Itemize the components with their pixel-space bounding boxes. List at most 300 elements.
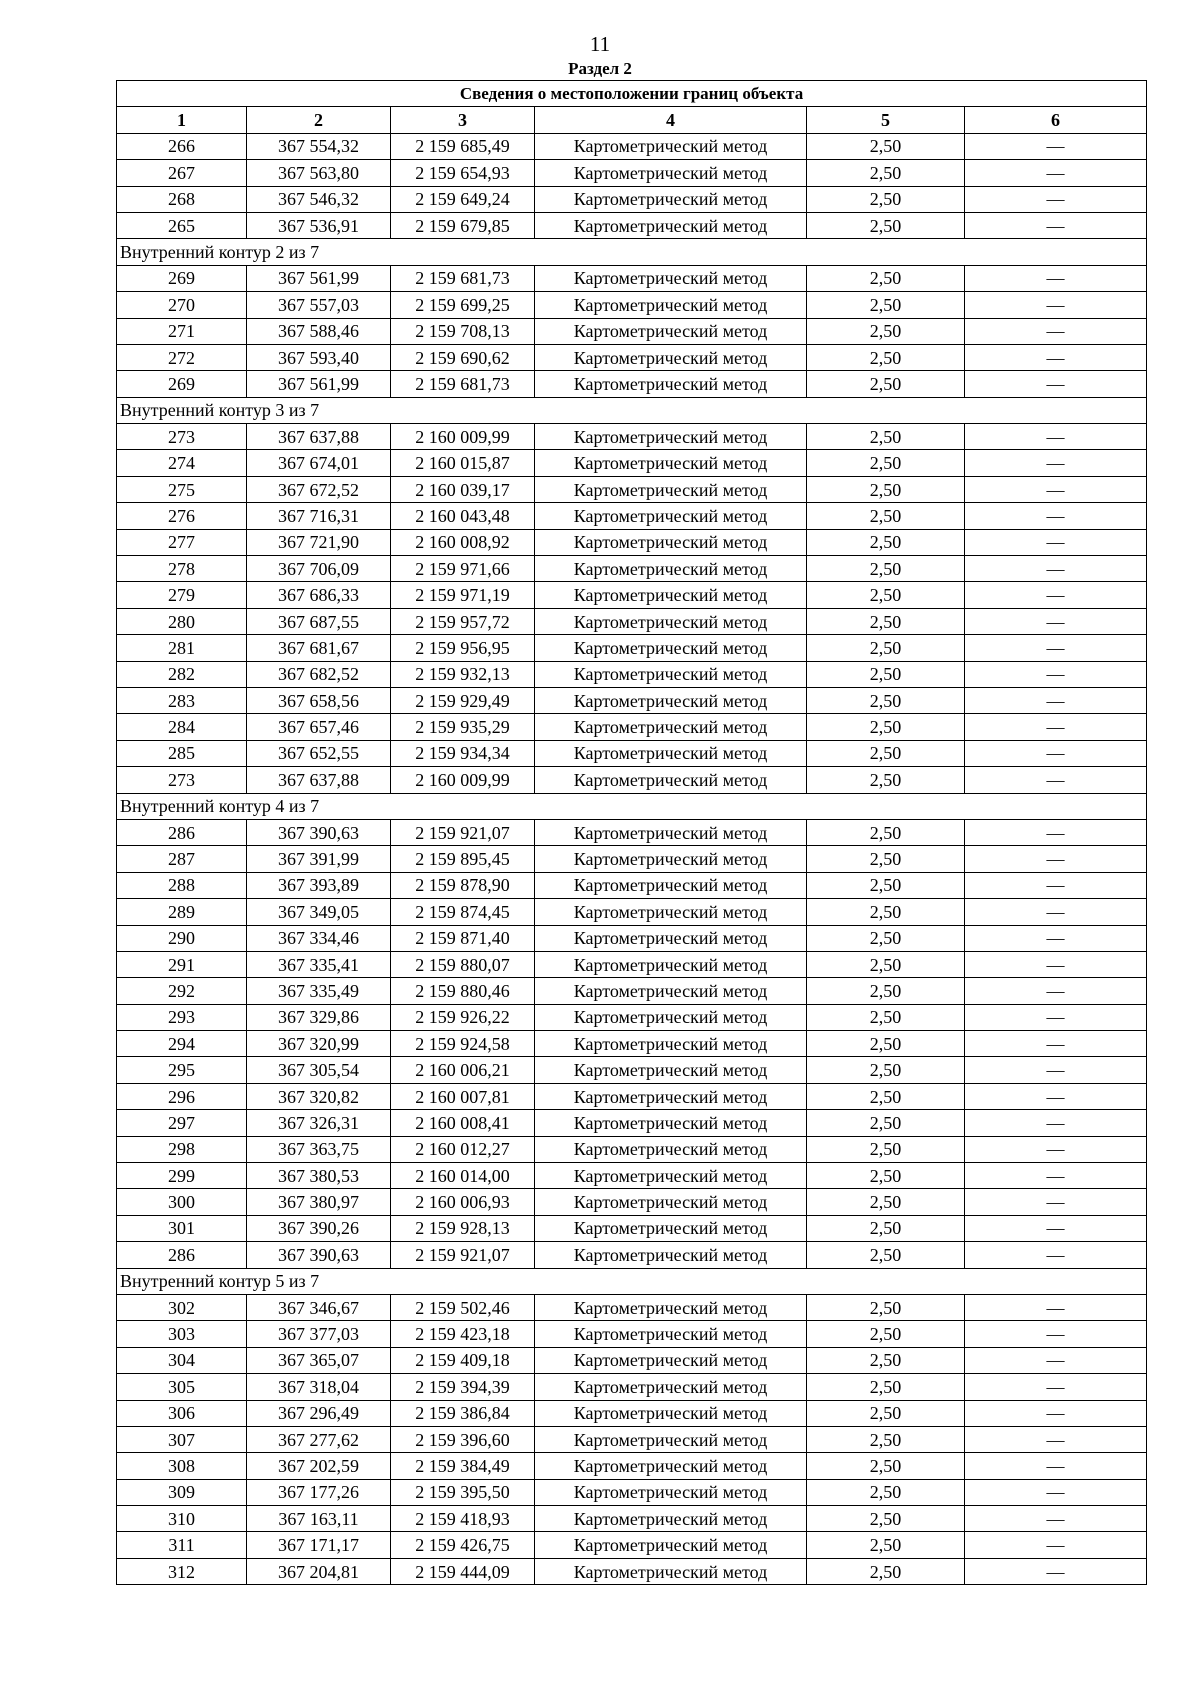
table-row <box>117 1242 1147 1268</box>
method-cell: Картометрический метод <box>535 476 807 502</box>
accuracy-cell: 2,50 <box>807 978 965 1004</box>
accuracy-cell: 2,50 <box>807 1004 965 1030</box>
accuracy-cell: 2,50 <box>807 1347 965 1373</box>
note-cell: — <box>965 1004 1147 1030</box>
point-number-cell: 297 <box>117 1110 247 1136</box>
y-coordinate-cell: 2 159 928,13 <box>391 1215 535 1241</box>
accuracy-cell: 2,50 <box>807 661 965 687</box>
x-coordinate-cell: 367 706,09 <box>247 556 391 582</box>
point-number-cell: 296 <box>117 1083 247 1109</box>
accuracy-cell: 2,50 <box>807 1136 965 1162</box>
table-row <box>117 1347 1147 1373</box>
x-coordinate-cell: 367 674,01 <box>247 450 391 476</box>
point-number-cell: 312 <box>117 1558 247 1584</box>
table-row <box>117 265 1147 291</box>
contour-label: Внутренний контур 2 из 7 <box>117 239 1147 265</box>
point-number-cell: 291 <box>117 951 247 977</box>
note-cell: — <box>965 529 1147 555</box>
x-coordinate-cell: 367 380,53 <box>247 1163 391 1189</box>
method-cell: Картометрический метод <box>535 767 807 793</box>
y-coordinate-cell: 2 159 921,07 <box>391 819 535 845</box>
method-cell: Картометрический метод <box>535 1110 807 1136</box>
note-cell: — <box>965 1294 1147 1320</box>
method-cell: Картометрический метод <box>535 186 807 212</box>
accuracy-cell: 2,50 <box>807 1215 965 1241</box>
point-number-cell: 274 <box>117 450 247 476</box>
x-coordinate-cell: 367 335,49 <box>247 978 391 1004</box>
table-row <box>117 476 1147 502</box>
method-cell: Картометрический метод <box>535 133 807 159</box>
x-coordinate-cell: 367 563,80 <box>247 160 391 186</box>
table-row <box>117 819 1147 845</box>
note-cell: — <box>965 318 1147 344</box>
point-number-cell: 303 <box>117 1321 247 1347</box>
method-cell: Картометрический метод <box>535 714 807 740</box>
table-row <box>117 1374 1147 1400</box>
method-cell: Картометрический метод <box>535 740 807 766</box>
accuracy-cell: 2,50 <box>807 1426 965 1452</box>
point-number-cell: 277 <box>117 529 247 555</box>
x-coordinate-cell: 367 658,56 <box>247 687 391 713</box>
x-coordinate-cell: 367 682,52 <box>247 661 391 687</box>
x-coordinate-cell: 367 657,46 <box>247 714 391 740</box>
table-row <box>117 1110 1147 1136</box>
table-row <box>117 1321 1147 1347</box>
accuracy-cell: 2,50 <box>807 318 965 344</box>
y-coordinate-cell: 2 159 679,85 <box>391 212 535 238</box>
point-number-cell: 271 <box>117 318 247 344</box>
x-coordinate-cell: 367 561,99 <box>247 265 391 291</box>
note-cell: — <box>965 1242 1147 1268</box>
point-number-cell: 307 <box>117 1426 247 1452</box>
x-coordinate-cell: 367 380,97 <box>247 1189 391 1215</box>
note-cell: — <box>965 476 1147 502</box>
x-coordinate-cell: 367 204,81 <box>247 1558 391 1584</box>
note-cell: — <box>965 687 1147 713</box>
x-coordinate-cell: 367 163,11 <box>247 1506 391 1532</box>
note-cell: — <box>965 1453 1147 1479</box>
table-row <box>117 899 1147 925</box>
table-row <box>117 582 1147 608</box>
method-cell: Картометрический метод <box>535 925 807 951</box>
note-cell: — <box>965 133 1147 159</box>
table-title: Сведения о местоположении границ объекта <box>117 81 1147 107</box>
method-cell: Картометрический метод <box>535 503 807 529</box>
method-cell: Картометрический метод <box>535 1347 807 1373</box>
point-number-cell: 295 <box>117 1057 247 1083</box>
table-row <box>117 371 1147 397</box>
table-head <box>117 81 1147 134</box>
table-row <box>117 450 1147 476</box>
point-number-cell: 279 <box>117 582 247 608</box>
method-cell: Картометрический метод <box>535 872 807 898</box>
x-coordinate-cell: 367 202,59 <box>247 1453 391 1479</box>
accuracy-cell: 2,50 <box>807 1532 965 1558</box>
y-coordinate-cell: 2 160 012,27 <box>391 1136 535 1162</box>
x-coordinate-cell: 367 390,63 <box>247 819 391 845</box>
y-coordinate-cell: 2 159 935,29 <box>391 714 535 740</box>
point-number-cell: 270 <box>117 292 247 318</box>
y-coordinate-cell: 2 160 015,87 <box>391 450 535 476</box>
y-coordinate-cell: 2 159 924,58 <box>391 1031 535 1057</box>
method-cell: Картометрический метод <box>535 1004 807 1030</box>
contour-row <box>117 1268 1147 1294</box>
point-number-cell: 301 <box>117 1215 247 1241</box>
method-cell: Картометрический метод <box>535 1558 807 1584</box>
note-cell: — <box>965 1558 1147 1584</box>
method-cell: Картометрический метод <box>535 582 807 608</box>
column-header: 6 <box>965 107 1147 133</box>
method-cell: Картометрический метод <box>535 1242 807 1268</box>
table-row <box>117 503 1147 529</box>
accuracy-cell: 2,50 <box>807 925 965 951</box>
note-cell: — <box>965 635 1147 661</box>
point-number-cell: 311 <box>117 1532 247 1558</box>
method-cell: Картометрический метод <box>535 846 807 872</box>
note-cell: — <box>965 978 1147 1004</box>
column-header: 4 <box>535 107 807 133</box>
method-cell: Картометрический метод <box>535 450 807 476</box>
x-coordinate-cell: 367 326,31 <box>247 1110 391 1136</box>
method-cell: Картометрический метод <box>535 1374 807 1400</box>
note-cell: — <box>965 1426 1147 1452</box>
accuracy-cell: 2,50 <box>807 212 965 238</box>
accuracy-cell: 2,50 <box>807 1110 965 1136</box>
x-coordinate-cell: 367 365,07 <box>247 1347 391 1373</box>
accuracy-cell: 2,50 <box>807 872 965 898</box>
contour-label: Внутренний контур 5 из 7 <box>117 1268 1147 1294</box>
note-cell: — <box>965 740 1147 766</box>
y-coordinate-cell: 2 159 384,49 <box>391 1453 535 1479</box>
x-coordinate-cell: 367 335,41 <box>247 951 391 977</box>
point-number-cell: 273 <box>117 424 247 450</box>
table-row <box>117 1215 1147 1241</box>
note-cell: — <box>965 1110 1147 1136</box>
y-coordinate-cell: 2 159 418,93 <box>391 1506 535 1532</box>
x-coordinate-cell: 367 686,33 <box>247 582 391 608</box>
y-coordinate-cell: 2 159 444,09 <box>391 1558 535 1584</box>
accuracy-cell: 2,50 <box>807 1374 965 1400</box>
y-coordinate-cell: 2 160 039,17 <box>391 476 535 502</box>
point-number-cell: 299 <box>117 1163 247 1189</box>
note-cell: — <box>965 1189 1147 1215</box>
x-coordinate-cell: 367 391,99 <box>247 846 391 872</box>
table-row <box>117 1453 1147 1479</box>
x-coordinate-cell: 367 561,99 <box>247 371 391 397</box>
point-number-cell: 306 <box>117 1400 247 1426</box>
contour-row <box>117 397 1147 423</box>
y-coordinate-cell: 2 160 007,81 <box>391 1083 535 1109</box>
table-row <box>117 714 1147 740</box>
contour-label: Внутренний контур 3 из 7 <box>117 397 1147 423</box>
table-row <box>117 1506 1147 1532</box>
accuracy-cell: 2,50 <box>807 1083 965 1109</box>
method-cell: Картометрический метод <box>535 424 807 450</box>
table-row <box>117 1031 1147 1057</box>
table-row <box>117 1294 1147 1320</box>
note-cell: — <box>965 872 1147 898</box>
method-cell: Картометрический метод <box>535 318 807 344</box>
accuracy-cell: 2,50 <box>807 424 965 450</box>
note-cell: — <box>965 1321 1147 1347</box>
note-cell: — <box>965 1136 1147 1162</box>
point-number-cell: 298 <box>117 1136 247 1162</box>
x-coordinate-cell: 367 346,67 <box>247 1294 391 1320</box>
table-row <box>117 1426 1147 1452</box>
method-cell: Картометрический метод <box>535 1031 807 1057</box>
method-cell: Картометрический метод <box>535 212 807 238</box>
column-header: 3 <box>391 107 535 133</box>
method-cell: Картометрический метод <box>535 1426 807 1452</box>
x-coordinate-cell: 367 296,49 <box>247 1400 391 1426</box>
x-coordinate-cell: 367 329,86 <box>247 1004 391 1030</box>
accuracy-cell: 2,50 <box>807 1031 965 1057</box>
method-cell: Картометрический метод <box>535 1136 807 1162</box>
accuracy-cell: 2,50 <box>807 371 965 397</box>
x-coordinate-cell: 367 377,03 <box>247 1321 391 1347</box>
table-row <box>117 608 1147 634</box>
note-cell: — <box>965 1400 1147 1426</box>
method-cell: Картометрический метод <box>535 1163 807 1189</box>
x-coordinate-cell: 367 637,88 <box>247 767 391 793</box>
accuracy-cell: 2,50 <box>807 450 965 476</box>
x-coordinate-cell: 367 334,46 <box>247 925 391 951</box>
point-number-cell: 269 <box>117 371 247 397</box>
point-number-cell: 275 <box>117 476 247 502</box>
accuracy-cell: 2,50 <box>807 608 965 634</box>
note-cell: — <box>965 212 1147 238</box>
table-row <box>117 1136 1147 1162</box>
x-coordinate-cell: 367 652,55 <box>247 740 391 766</box>
note-cell: — <box>965 1347 1147 1373</box>
note-cell: — <box>965 292 1147 318</box>
y-coordinate-cell: 2 159 871,40 <box>391 925 535 951</box>
note-cell: — <box>965 556 1147 582</box>
method-cell: Картометрический метод <box>535 371 807 397</box>
x-coordinate-cell: 367 320,99 <box>247 1031 391 1057</box>
accuracy-cell: 2,50 <box>807 1400 965 1426</box>
x-coordinate-cell: 367 363,75 <box>247 1136 391 1162</box>
point-number-cell: 286 <box>117 1242 247 1268</box>
y-coordinate-cell: 2 159 926,22 <box>391 1004 535 1030</box>
accuracy-cell: 2,50 <box>807 582 965 608</box>
x-coordinate-cell: 367 721,90 <box>247 529 391 555</box>
accuracy-cell: 2,50 <box>807 899 965 925</box>
point-number-cell: 282 <box>117 661 247 687</box>
method-cell: Картометрический метод <box>535 819 807 845</box>
note-cell: — <box>965 819 1147 845</box>
accuracy-cell: 2,50 <box>807 1479 965 1505</box>
section-title: Раздел 2 <box>568 59 632 78</box>
table-row <box>117 292 1147 318</box>
accuracy-cell: 2,50 <box>807 476 965 502</box>
y-coordinate-cell: 2 159 409,18 <box>391 1347 535 1373</box>
note-cell: — <box>965 951 1147 977</box>
x-coordinate-cell: 367 171,17 <box>247 1532 391 1558</box>
y-coordinate-cell: 2 159 929,49 <box>391 687 535 713</box>
point-number-cell: 273 <box>117 767 247 793</box>
table-row <box>117 424 1147 450</box>
y-coordinate-cell: 2 159 878,90 <box>391 872 535 898</box>
method-cell: Картометрический метод <box>535 160 807 186</box>
point-number-cell: 285 <box>117 740 247 766</box>
y-coordinate-cell: 2 160 043,48 <box>391 503 535 529</box>
table-row <box>117 1558 1147 1584</box>
point-number-cell: 269 <box>117 265 247 291</box>
note-cell: — <box>965 344 1147 370</box>
table-row <box>117 872 1147 898</box>
x-coordinate-cell: 367 277,62 <box>247 1426 391 1452</box>
method-cell: Картометрический метод <box>535 661 807 687</box>
x-coordinate-cell: 367 687,55 <box>247 608 391 634</box>
accuracy-cell: 2,50 <box>807 292 965 318</box>
accuracy-cell: 2,50 <box>807 556 965 582</box>
note-cell: — <box>965 1532 1147 1558</box>
note-cell: — <box>965 608 1147 634</box>
y-coordinate-cell: 2 159 880,07 <box>391 951 535 977</box>
y-coordinate-cell: 2 159 423,18 <box>391 1321 535 1347</box>
x-coordinate-cell: 367 554,32 <box>247 133 391 159</box>
table-row <box>117 1083 1147 1109</box>
accuracy-cell: 2,50 <box>807 1453 965 1479</box>
table-row <box>117 661 1147 687</box>
contour-label: Внутренний контур 4 из 7 <box>117 793 1147 819</box>
point-number-cell: 302 <box>117 1294 247 1320</box>
table-row <box>117 186 1147 212</box>
y-coordinate-cell: 2 159 681,73 <box>391 371 535 397</box>
point-number-cell: 309 <box>117 1479 247 1505</box>
note-cell: — <box>965 1057 1147 1083</box>
note-cell: — <box>965 371 1147 397</box>
y-coordinate-cell: 2 160 006,21 <box>391 1057 535 1083</box>
y-coordinate-cell: 2 160 008,41 <box>391 1110 535 1136</box>
note-cell: — <box>965 186 1147 212</box>
accuracy-cell: 2,50 <box>807 344 965 370</box>
method-cell: Картометрический метод <box>535 1057 807 1083</box>
method-cell: Картометрический метод <box>535 899 807 925</box>
table-row <box>117 1189 1147 1215</box>
x-coordinate-cell: 367 637,88 <box>247 424 391 450</box>
method-cell: Картометрический метод <box>535 1083 807 1109</box>
x-coordinate-cell: 367 536,91 <box>247 212 391 238</box>
accuracy-cell: 2,50 <box>807 1321 965 1347</box>
method-cell: Картометрический метод <box>535 1321 807 1347</box>
column-header: 5 <box>807 107 965 133</box>
method-cell: Картометрический метод <box>535 978 807 1004</box>
point-number-cell: 268 <box>117 186 247 212</box>
x-coordinate-cell: 367 390,63 <box>247 1242 391 1268</box>
point-number-cell: 304 <box>117 1347 247 1373</box>
x-coordinate-cell: 367 593,40 <box>247 344 391 370</box>
note-cell: — <box>965 424 1147 450</box>
table-row <box>117 1163 1147 1189</box>
accuracy-cell: 2,50 <box>807 1242 965 1268</box>
note-cell: — <box>965 582 1147 608</box>
method-cell: Картометрический метод <box>535 1400 807 1426</box>
y-coordinate-cell: 2 159 880,46 <box>391 978 535 1004</box>
y-coordinate-cell: 2 159 895,45 <box>391 846 535 872</box>
table-row <box>117 133 1147 159</box>
table-row <box>117 1532 1147 1558</box>
y-coordinate-cell: 2 159 957,72 <box>391 608 535 634</box>
note-cell: — <box>965 1215 1147 1241</box>
y-coordinate-cell: 2 159 654,93 <box>391 160 535 186</box>
note-cell: — <box>965 714 1147 740</box>
y-coordinate-cell: 2 159 396,60 <box>391 1426 535 1452</box>
note-cell: — <box>965 1479 1147 1505</box>
table-row <box>117 1057 1147 1083</box>
table-row <box>117 1400 1147 1426</box>
point-number-cell: 267 <box>117 160 247 186</box>
accuracy-cell: 2,50 <box>807 1558 965 1584</box>
accuracy-cell: 2,50 <box>807 160 965 186</box>
accuracy-cell: 2,50 <box>807 1294 965 1320</box>
point-number-cell: 305 <box>117 1374 247 1400</box>
note-cell: — <box>965 503 1147 529</box>
accuracy-cell: 2,50 <box>807 951 965 977</box>
table-row <box>117 635 1147 661</box>
note-cell: — <box>965 265 1147 291</box>
method-cell: Картометрический метод <box>535 529 807 555</box>
x-coordinate-cell: 367 716,31 <box>247 503 391 529</box>
x-coordinate-cell: 367 390,26 <box>247 1215 391 1241</box>
point-number-cell: 283 <box>117 687 247 713</box>
y-coordinate-cell: 2 159 699,25 <box>391 292 535 318</box>
point-number-cell: 278 <box>117 556 247 582</box>
accuracy-cell: 2,50 <box>807 186 965 212</box>
point-number-cell: 293 <box>117 1004 247 1030</box>
point-number-cell: 286 <box>117 819 247 845</box>
note-cell: — <box>965 661 1147 687</box>
y-coordinate-cell: 2 159 502,46 <box>391 1294 535 1320</box>
note-cell: — <box>965 899 1147 925</box>
y-coordinate-cell: 2 159 426,75 <box>391 1532 535 1558</box>
table-row <box>117 160 1147 186</box>
point-number-cell: 290 <box>117 925 247 951</box>
column-header: 1 <box>117 107 247 133</box>
accuracy-cell: 2,50 <box>807 635 965 661</box>
accuracy-cell: 2,50 <box>807 1506 965 1532</box>
note-cell: — <box>965 846 1147 872</box>
method-cell: Картометрический метод <box>535 265 807 291</box>
x-coordinate-cell: 367 305,54 <box>247 1057 391 1083</box>
y-coordinate-cell: 2 160 008,92 <box>391 529 535 555</box>
x-coordinate-cell: 367 349,05 <box>247 899 391 925</box>
method-cell: Картометрический метод <box>535 292 807 318</box>
accuracy-cell: 2,50 <box>807 819 965 845</box>
table-row <box>117 925 1147 951</box>
y-coordinate-cell: 2 159 971,66 <box>391 556 535 582</box>
point-number-cell: 276 <box>117 503 247 529</box>
table-row <box>117 846 1147 872</box>
accuracy-cell: 2,50 <box>807 529 965 555</box>
y-coordinate-cell: 2 160 014,00 <box>391 1163 535 1189</box>
table-row <box>117 318 1147 344</box>
x-coordinate-cell: 367 546,32 <box>247 186 391 212</box>
point-number-cell: 272 <box>117 344 247 370</box>
method-cell: Картометрический метод <box>535 1479 807 1505</box>
table-row <box>117 212 1147 238</box>
table-row <box>117 978 1147 1004</box>
point-number-cell: 292 <box>117 978 247 1004</box>
point-number-cell: 300 <box>117 1189 247 1215</box>
y-coordinate-cell: 2 159 956,95 <box>391 635 535 661</box>
x-coordinate-cell: 367 672,52 <box>247 476 391 502</box>
accuracy-cell: 2,50 <box>807 265 965 291</box>
method-cell: Картометрический метод <box>535 1189 807 1215</box>
table-row <box>117 687 1147 713</box>
method-cell: Картометрический метод <box>535 1453 807 1479</box>
